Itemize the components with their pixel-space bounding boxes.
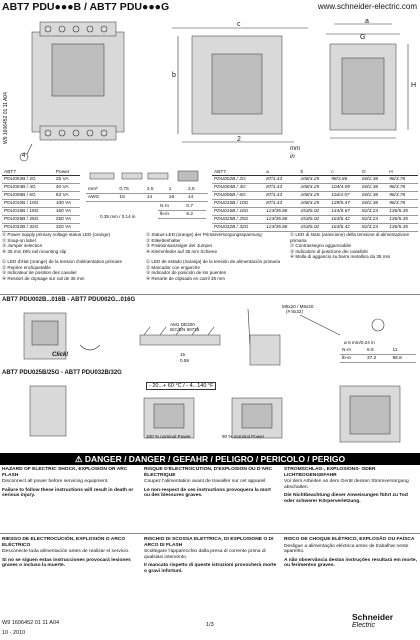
- warning-es: RIESGO DE ELECTROCUCIÓN, EXPLOSIÓN O ARCO ELÉCTRICO Desconecte toda alimentación antes de realizar el servicio. Si no se siguen estas instrucciones provocará lesiones graves o incluso la muerte.: [2, 537, 131, 569]
- side-view: [172, 28, 308, 142]
- table-row: PDU032B / 32G 320 VA: [2, 224, 80, 232]
- dim-label-2: 2: [237, 136, 241, 143]
- brand-logo: Schneider Electric: [352, 612, 394, 629]
- warning-en: HAZARD OF ELECTRIC SHOCK, EXPLOSION OR ARC FLASH Disconnect all power before servicing equipment. Failure to follow these instructions will result in death or serious injury.: [2, 467, 134, 499]
- table-row: N·m 6.5 11: [340, 347, 416, 355]
- table-row: PDU004B / 4G 40 VA: [2, 184, 80, 192]
- table-row: PDU002B / 2G 87/3.43 108/4.25 98/3.86 60/2.36 96/3.78: [212, 176, 418, 184]
- torque-table: [158, 203, 206, 219]
- document-title: ABT7 PDU●●●B / ABT7 PDU●●●G: [2, 1, 170, 13]
- mounting-title-1: ABT7 PDU002B...016B - ABT7 PDU002G...016G: [2, 297, 136, 303]
- warning-fr: RISQUE D'ÉLECTROCUTION, D'EXPLOSION OU D'ARC ÉLECTRIQUE Coupez l'alimentation avant de travailler sur cet appareil. Le non-respect de ces instructions provoquera la mort ou des blessures graves.: [144, 467, 273, 499]
- temperature-range: - 20...+ 60 °C / - 4...140 °F: [146, 382, 216, 390]
- dim-15: 15: [180, 352, 186, 357]
- danger-banner: ⚠ DANGER / DANGER / GEFAHR / PELIGRO / PERICOLO / PERIGO: [0, 453, 420, 465]
- click-label: Click!: [52, 352, 69, 358]
- screw-torque-table: [340, 347, 416, 363]
- table-row: PDU025B / 25G 123/35.86 153/6.02 163/6.42 82/3.23 136/5.35: [212, 216, 418, 224]
- dim-label-4: 4: [22, 153, 26, 159]
- rail-standard-1: AM1 DE200: [170, 322, 195, 327]
- table-row: lb-in 6.2: [158, 211, 206, 219]
- dim-059: 0.59: [180, 358, 189, 363]
- power-table: ABT7 Power PDU002B / 2G 25 VA PDU004B / 4G 40 VA PDU006B / 6G 63 VA PDU010B / 10G 100 VA PDU016B / 16G 160 VA PDU025B / 25G 250 VA PDU032B / 32G 320 VA: [2, 170, 80, 232]
- dim-label-a: a: [365, 18, 369, 25]
- screw-label: M5x20 / M6x20: [282, 304, 314, 309]
- divider: [0, 294, 420, 295]
- legend-column-3: ① LED di stato (arancione) della tensione di alimentazione primaria ② Contrassegno agganciabile ③ Indicatore di posizione dei cavallotti ④ Molla di aggancio su barra metallica da 35 mm: [290, 232, 410, 259]
- mounting-title-2: ABT7 PDU025B/25G - ABT7 PDU032B/32G: [2, 370, 122, 376]
- table-row: PDU006B / 6G 63 VA: [2, 192, 80, 200]
- screw-sub: (# 8x32): [286, 309, 303, 314]
- top-view: [326, 24, 408, 138]
- unit-mm: mm: [290, 146, 300, 152]
- legend-column-2: ① Status-LED (orange) der Primärversorgungsspannung ② Etikettenhalter ③ Positionsanzeiger der Jumper ④ Klemmfeder auf 35 mm Schiene ① LED de estado (naranja) de la tensión de alimentación primaria ② Marcador con engarche ③ Indicador de posición de los puentes ④ Resorte de clipsado en carril 35 mm: [146, 232, 281, 281]
- table-row: PDU032B / 32G 123/35.86 153/6.02 163/6.42 82/3.23 136/5.35: [212, 224, 418, 232]
- strip-length: 0.35 mm / 0.14 in: [100, 214, 136, 219]
- legend-column-1: ① Power supply primary voltage status LED (orange) ② Snap-on label ③ Jumper selection ④ 35 mm DIN rail mounting clip ① LED d'état (orange) de la tension d'alimentation primaire ② Repère encliquetable ③ Indicateur de position des cavalier ④ Ressort de clipsage sur rail de 35 mm: [2, 232, 123, 281]
- table-row: PDU016B / 16G 160 VA: [2, 208, 80, 216]
- page-number: 1/3: [206, 622, 214, 628]
- wire-icons: [86, 169, 208, 185]
- wire-table: [86, 186, 208, 202]
- table-row: PDU025B / 25G 250 VA: [2, 216, 80, 224]
- footer-date: 10 - 2010: [2, 630, 26, 636]
- table-row: PDU016B / 16G 123/35.86 153/6.02 144/5.67 82/3.23 136/5.35: [212, 208, 418, 216]
- dim-label-c: c: [237, 21, 241, 28]
- caption-90-power: 90 % nominal Power: [222, 434, 265, 439]
- dim-label-g: G: [360, 34, 366, 41]
- warning-it: RISCHIO DI SCOSSA ELETTRICA, DI ESPLOSIONE O DI ARCO DI FLASH Scollegare l'apparecchio dalla presa di corrente prima di qualsiasi intervento. Il mancato rispetto di queste istruzioni provocherà morte o gravi infortuni.: [144, 537, 277, 574]
- rail-standard-2: IEC/EN 60715: [170, 327, 200, 332]
- website-url[interactable]: www.schneider-electric.com: [317, 2, 417, 11]
- footer-code: W9 1606452 01 11 A04: [2, 620, 60, 626]
- divider: [0, 533, 420, 534]
- table-row: AWG 18 14 18 14: [86, 194, 208, 202]
- warning-pt: RISCO DE CHOQUE ELÉTRICO, EXPLOSÃO OU FAÍSCA Desligue a alimentação eléctrica antes de trabalhar neste aparelho. A não observância destas instruções resultará em morte, ou ferimentos graves.: [284, 537, 418, 569]
- table-row: N·m 0.7: [158, 203, 206, 211]
- front-view: [20, 22, 124, 161]
- dim-label-b: b: [172, 72, 176, 79]
- dimension-drawing: [12, 14, 418, 164]
- table-row: mm² 0,75 2,5 1 2,5: [86, 186, 208, 194]
- table-row: PDU006B / 6G 87/3.43 108/4.25 116/4.57 60/2.36 96/3.78: [212, 192, 418, 200]
- caption-100-power: 100 % nominal Power: [146, 434, 191, 439]
- side-document-id: W9 1606452 01 11 A04: [3, 92, 9, 144]
- mounting-drawing-2: [10, 380, 410, 450]
- torque-head: ø 6 mm/0.24 in: [344, 340, 375, 345]
- table-row: lb-in 37.2 96.8: [340, 355, 416, 363]
- table-row: PDU002B / 2G 25 VA: [2, 176, 80, 184]
- table-row: PDU010B / 10G 87/3.43 108/4.25 139/5.47 60/2.36 96/3.78: [212, 200, 418, 208]
- warning-de: STROMSCHLAG-, EXPLOSIONS- ODER LICHTBOGENGEFAHR Vor dem Arbeiten an dem Gerät dessen Stromversorgung abschalten. Die Nichtbeachtung dieser Anweisungen führt zu Tod oder schwerer Körperverletzung.: [284, 467, 409, 504]
- unit-in: in: [290, 154, 295, 160]
- table-row: PDU010B / 10G 100 VA: [2, 200, 80, 208]
- table-row: PDU004B / 4G 87/3.43 108/4.25 104/4.09 60/2.36 96/3.78: [212, 184, 418, 192]
- dimension-table: ABT7 a b c G H PDU002B / 2G 87/3.43 108/4.25 98/3.86 60/2.36 96/3.78 PDU004B / 4G 87/3.43 108/4.25 104/4.09 60/2.36 96/3.78 PDU006B / 6G 87/3.43 108/4.25 116/4.57 60/2.36 96/3.78 PDU010B / 10G 87/3.43 108/4.25 139/5.47 60/2.36 96/3.78 PDU016B / 16G 123/35.86 153/6.02 144/5.67 82/3.23 136/5.35 PDU025B / 25G 123/35.86 153/6.02 163/6.42 82/3.23 136/5.35 PDU032B / 32G 123/35.86 153/6.02 163/6.42 82/3.23 136/5.35: [212, 170, 418, 232]
- dim-label-h: H: [411, 82, 417, 89]
